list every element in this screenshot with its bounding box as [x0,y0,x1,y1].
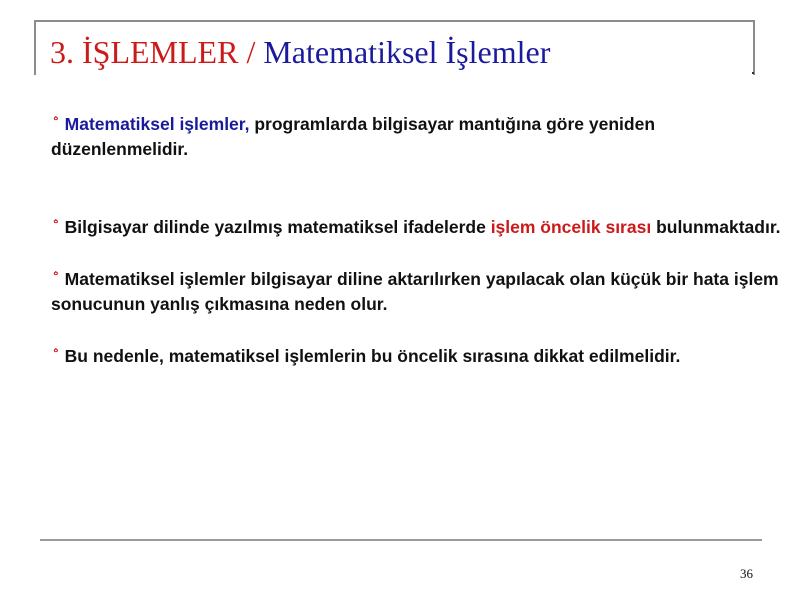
p2-text-before: Bilgisayar dilinde yazılmış matematiksel ifadelerde [64,217,491,237]
title-frame-top [34,20,755,22]
slide-body [51,110,781,369]
paragraph-2 [51,213,781,240]
footer-divider [40,539,762,541]
title-frame-left [34,20,36,75]
title-section: 3. İŞLEMLER / [50,34,264,70]
paragraph-3 [51,265,781,317]
p2-highlight: işlem öncelik sırası [490,217,652,237]
paragraph-1 [51,110,781,162]
frame-dot [752,72,754,74]
slide-title [50,30,550,74]
page-number: 36 [740,566,753,581]
p2-text-after: bulunmaktadır. [651,217,781,237]
bullet-icon: ᅌ [51,349,61,360]
p3-text: Matematiksel işlemler bilgisayar diline aktarılırken yapılacak olan küçük bir hata işlem sonucunun yanlış çıkmasına neden olur. [51,269,779,314]
p1-text: programlarda bilgisayar mantığına göre yeniden düzenlenmelidir. [51,114,656,159]
p4-text: Bu nedenle, matematiksel işlemlerin bu öncelik sırasına dikkat edilmelidir. [64,346,681,366]
paragraph-4 [51,342,781,369]
bullet-icon: ᅌ [51,272,61,283]
title-topic: Matematiksel İşlemler [263,34,551,70]
bullet-icon: ᅌ [51,117,61,128]
p1-highlight: Matematiksel işlemler, [64,114,250,134]
bullet-icon: ᅌ [51,220,61,231]
title-frame-right [753,20,755,75]
